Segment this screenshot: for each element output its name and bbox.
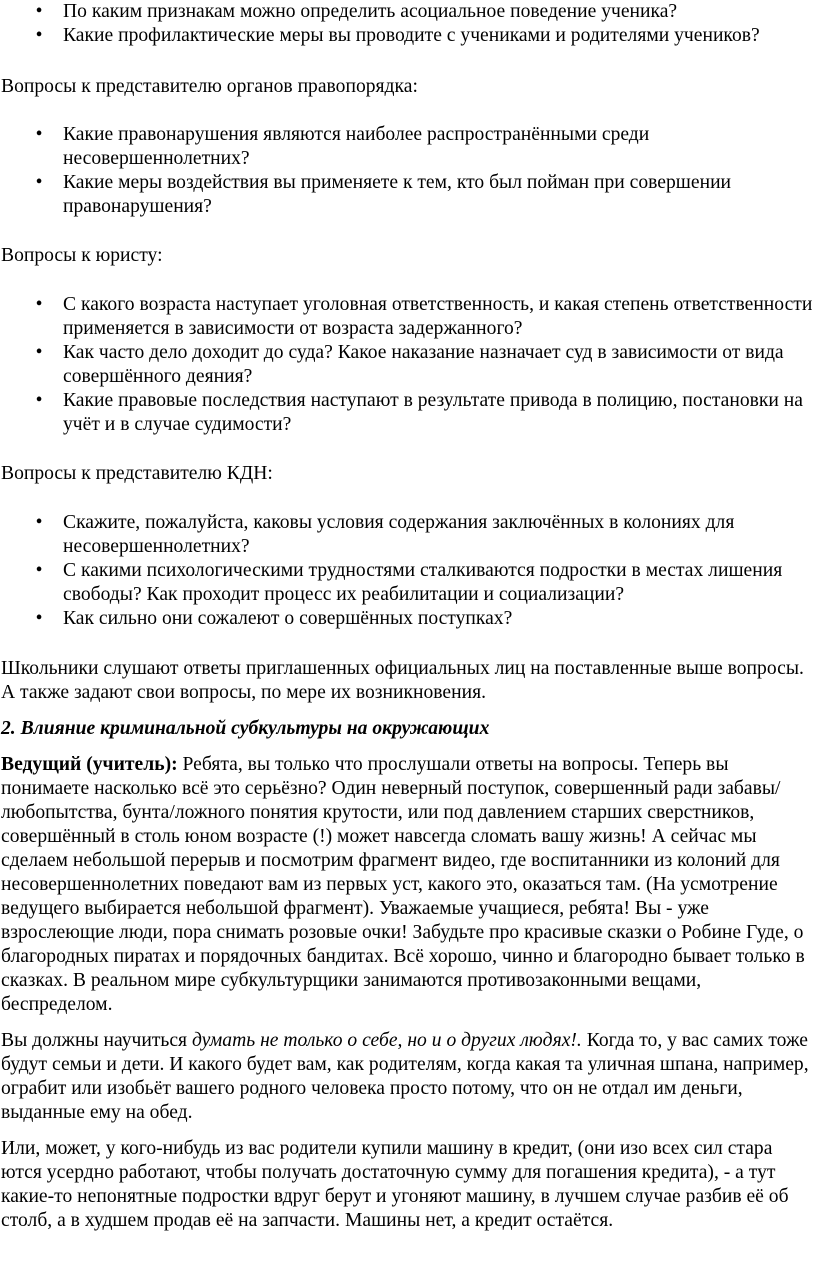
questions-list-1: [1, 123, 816, 219]
bullet-icon: •: [35, 512, 43, 533]
list-item: • По каким признакам можно определить асоциальное поведение ученика?: [1, 0, 816, 24]
paragraph-think-of-others: Вы должны научиться думать не только о себе, но и о других людях!. Когда то, у вас самих тоже будут семьи и дети. И какого будет вам, как родителям, когда какая та уличная шпана, например, ограбит или изобьёт вашего родного человека просто потому, что он не отдал им деньги, выданные ему на обед.: [1, 1030, 809, 1123]
italic-emphasis: думать не только о себе, но и о других людях!.: [191, 1030, 582, 1051]
list-item: • Скажите, пожалуйста, каковы условия содержания заключённых в колониях для несовершеннолетних?: [1, 511, 816, 559]
list-item: • Какие правовые последствия наступают в результате привода в полицию, постановки на учёт и в случае судимости?: [1, 389, 816, 437]
speaker-label: Ведущий (учитель):: [1, 754, 178, 775]
list-item: • Какие правонарушения являются наиболее распространёнными среди несовершеннолетних?: [1, 123, 816, 171]
bullet-icon: •: [35, 342, 43, 363]
bullet-icon: •: [35, 560, 43, 581]
list-item: • Как часто дело доходит до суда? Какое наказание назначает суд в зависимости от вида совершённого деяния?: [1, 341, 816, 389]
list-item: • Какие меры воздействия вы применяете к тем, кто был пойман при совершении правонарушения?: [1, 171, 816, 219]
questions-list-0: [1, 0, 816, 48]
list-item: • Как сильно они сожалеют о совершённых поступках?: [1, 607, 816, 631]
paragraph-host-speech: [1, 753, 816, 1017]
section-2-title: 2. Влияние криминальной субкультуры на окружающих: [1, 718, 490, 739]
list-item: • С какими психологическими трудностями сталкиваются подростки в местах лишения свободы? Как проходит процесс их реабилитации и социализации?: [1, 559, 816, 607]
bullet-icon: •: [35, 294, 43, 315]
bullet-icon: •: [35, 172, 43, 193]
bullet-icon: •: [35, 608, 43, 629]
bullet-icon: •: [35, 124, 43, 145]
heading-law-enforcement: Вопросы к представителю органов правопорядка:: [1, 76, 418, 97]
heading-kdn: Вопросы к представителю КДН:: [1, 463, 273, 484]
bullet-icon: •: [35, 25, 43, 46]
bullet-icon: •: [35, 390, 43, 411]
paragraph-students-listen: Школьники слушают ответы приглашенных официальных лиц на поставленные выше вопросы. А также задают свои вопросы, по мере их возникновения.: [1, 658, 804, 703]
list-item: • С какого возраста наступает уголовная ответственность, и какая степень ответственности применяется в зависимости от возраста задержанного?: [1, 293, 816, 341]
bullet-icon: •: [35, 1, 43, 22]
list-item: • Какие профилактические меры вы проводите с учениками и родителями учеников?: [1, 24, 816, 48]
questions-list-2: [1, 293, 816, 437]
heading-lawyer: Вопросы к юристу:: [1, 245, 163, 266]
questions-list-3: [1, 511, 816, 631]
host-speech-text: Ребята, вы только что прослушали ответы на вопросы. Теперь вы понимаете насколько всё это серьёзно? Один неверный поступок, совершенный ради забавы/любопытства, бунта/ложного понятия крутости, или под давлением старших сверстников, совершённый в столь юном возрасте (!) может навсегда сломать вашу жизнь! А сейчас мы сделаем небольшой перерыв и посмотрим фрагмент видео, где воспитанники из колоний для несовершеннолетних поведают вам из первых уст, какого это, оказаться там. (На усмотрение ведущего выбирается небольшой фрагмент). Уважаемые учащиеся, ребята! Вы - уже взрослеющие люди, пора снимать розовые очки! Забудьте про красивые сказки о Робине Гуде, о благородных пиратах и порядочных бандитах. Всё хорошо, чинно и благородно бывает только в сказках. В реальном мире субкультурщики занимаются противозаконными вещами, беспределом.: [1, 754, 805, 1015]
paragraph-car-credit: Или, может, у кого-нибудь из вас родители купили машину в кредит, (они изо всех сил стара ются усердно работают, чтобы получать достаточную сумму для погашения кредита), - а тут какие-то непонятные подростки вдруг берут и угоняют машину, в лучшем случае разбив её об столб, а в худшем продав её на запчасти. Машины нет, а кредит остаётся.: [1, 1138, 789, 1231]
